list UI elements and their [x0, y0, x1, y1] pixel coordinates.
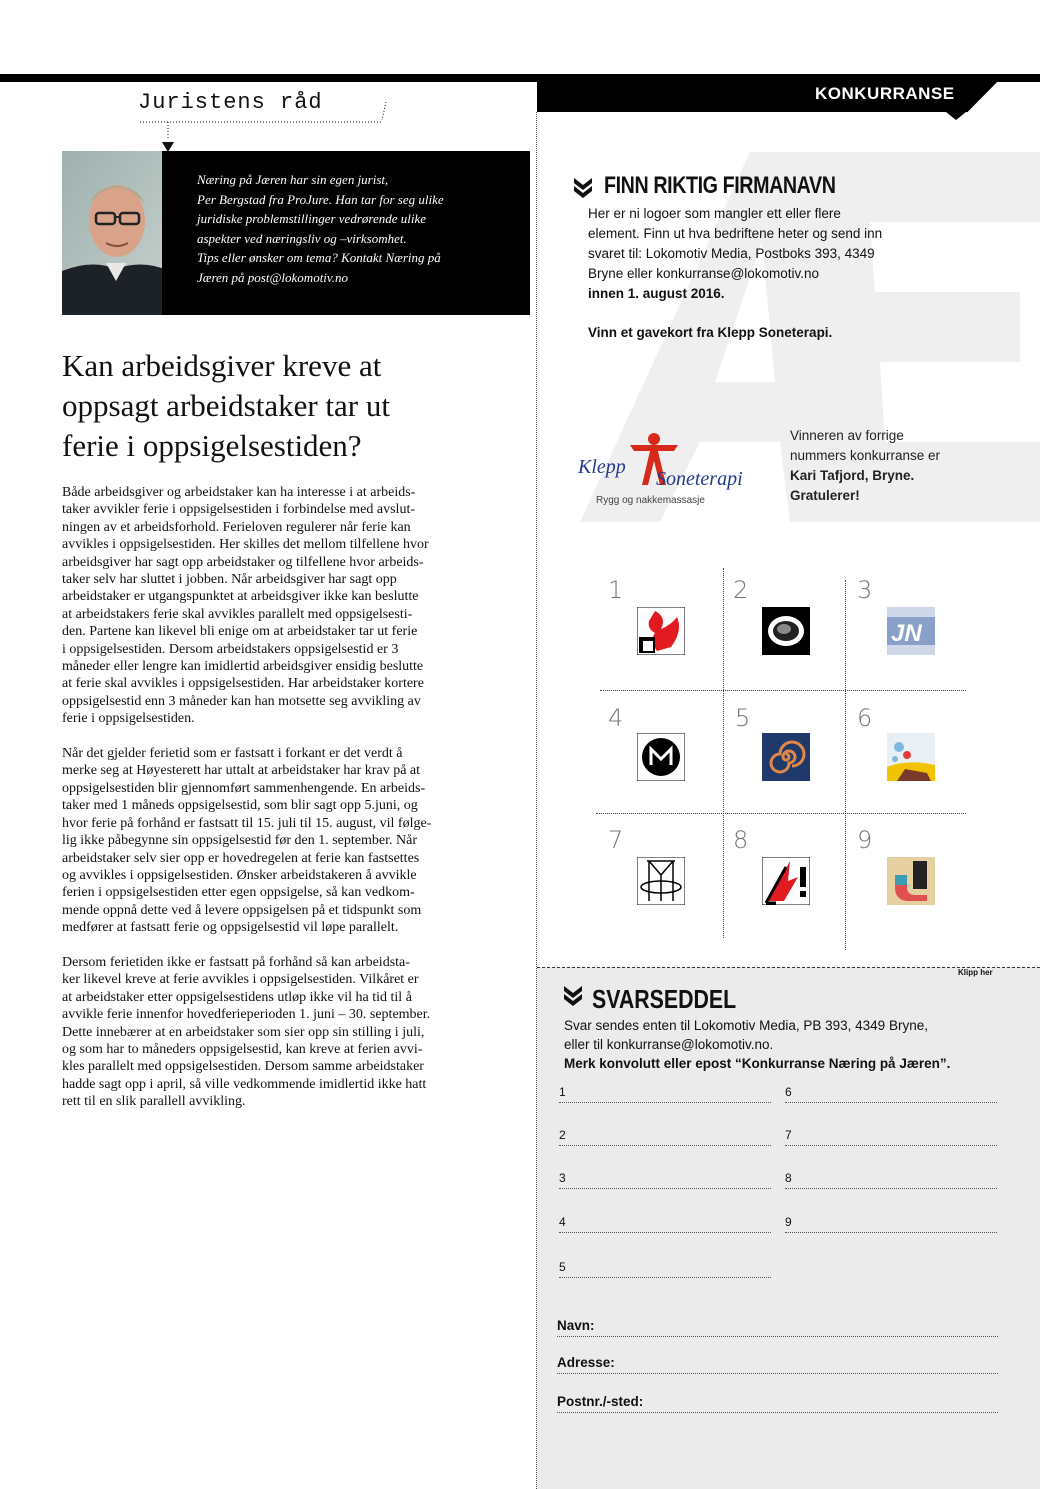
logo-number: 2 [733, 576, 749, 604]
reply-instructions [564, 1016, 1004, 1073]
headline-line: ferie i oppsigelsestiden? [62, 428, 362, 463]
answer-line-8[interactable]: 8 [785, 1171, 997, 1189]
grid-divider [596, 813, 966, 814]
address-field[interactable]: Adresse: [557, 1355, 998, 1374]
postal-field[interactable]: Postnr./-sted: [557, 1394, 998, 1413]
intro-line: aspekter ved næringsliv og –virksomhet. [197, 230, 407, 246]
article-line: avvikles i oppsigelsestiden. Her skilles det mellom tilfellene hvor [62, 537, 429, 553]
contest-line: element. Finn ut hva bedriftene heter og send inn [588, 226, 883, 241]
intro-line: Tips eller ønsker om tema? Kontakt Næring på [197, 250, 441, 265]
article-paragraph [62, 484, 496, 728]
logo-number: 6 [857, 704, 873, 732]
article-line: Dette innebærer at en arbeidstaker som sier opp sin stilling i juli, [62, 1024, 425, 1040]
article-line: at arbeidstakers ferie skal avvikles parallelt med oppsigelsesti- [62, 606, 413, 622]
contest-deadline: innen 1. august 2016. [588, 286, 725, 301]
name-field[interactable]: Navn: [557, 1318, 998, 1337]
m-circle-logo-icon [637, 733, 685, 781]
cut-label: Klipp her [958, 968, 993, 977]
previous-winner [790, 426, 990, 506]
contest-line: Her er ni logoer som mangler ett eller flere [588, 206, 841, 221]
winner-line: Vinneren av forrige [790, 428, 904, 443]
logo-number: 9 [857, 826, 873, 854]
reply-title: SVARSEDDEL [592, 984, 737, 1014]
article-line: at arbeidstaker etter oppsigelsestidens utløp ikke vil ha tid til å [62, 989, 412, 1005]
intro-line: juridiske problemstillinger vedrørende ulike [197, 211, 427, 226]
jn-letters-logo-icon [887, 607, 935, 655]
logo-number: 5 [735, 704, 751, 732]
article-line: taker avvikler ferie i oppsigelsestiden i forbindelse med avslut- [62, 502, 416, 518]
contest-line: svaret til: Lokomotiv Media, Postboks 393, 4349 [588, 246, 875, 261]
article-headline [62, 346, 522, 466]
article-line: avvikle ferie innenfor hovedferieperioden 1. juni – 30. september. [62, 1007, 431, 1023]
article-line: ker likevel kreve at ferie avvikles i oppsigelsestiden. Vilkåret er [62, 972, 419, 988]
article-line: merke seg at Høyesterett har uttalt at arbeidstaker har krav på at [62, 763, 421, 779]
article-line: taker selv har sluttet i jobben. Når arbeidsgiver har sagt opp [62, 572, 397, 588]
answer-line-1[interactable]: 1 [559, 1085, 771, 1103]
article-body [62, 484, 496, 1128]
article-line: oppsigelsestid enn 3 måneder kan han motsette seg avvikling av [62, 693, 421, 709]
answer-line-2[interactable]: 2 [559, 1128, 771, 1146]
winner-congrats: Gratulerer! [790, 488, 860, 503]
jn-text: JN [891, 620, 922, 647]
grid-divider [723, 568, 724, 938]
reply-line: Svar sendes enten til Lokomotiv Media, PB 393, 4349 Bryne, [564, 1018, 928, 1033]
article-line: lig ikke påbegynne sin oppsigelsestid før den 1. september. Når [62, 833, 417, 849]
grid-divider [845, 580, 846, 950]
article-line: arbeidstaker er utgangspunktet at arbeidsgiver ikke kan beslutte [62, 589, 419, 605]
article-line: Både arbeidsgiver og arbeidstaker kan ha interesse i at arbeids- [62, 485, 416, 500]
winner-name: Kari Tafjord, Bryne. [790, 468, 915, 483]
article-line: hvor ferie på forhånd er fastsatt til 15. juli til 15. august, vil følge- [62, 815, 432, 831]
sponsor-tagline: Rygg og nakkemassasje [596, 495, 705, 506]
grid-divider [600, 690, 966, 691]
contest-prize: Vinn et gavekort fra Klepp Soneterapi. [588, 325, 833, 340]
article-line: ferien i oppsigelsestiden etter egen oppsigelse, så kan vedkom- [62, 885, 415, 901]
headline-line: oppsagt arbeidstaker tar ut [62, 388, 390, 423]
article-paragraph [62, 745, 496, 936]
article-line: ningen av et arbeidsforhold. Ferieloven regulerer når ferie kan [62, 519, 411, 535]
m-globe-logo-icon [637, 857, 685, 905]
winner-line: nummers konkurranse er [790, 448, 941, 463]
article-line: taker med 1 måneds oppsigelsestid, som blir sagt opp 5.juni, og [62, 798, 418, 814]
article-line: måneder eller lengre kan imidlertid arbeidsgiver ensidig beslutte [62, 659, 424, 675]
title-callout-lines [138, 90, 398, 160]
reply-line: eller til konkurranse@lokomotiv.no. [564, 1037, 774, 1052]
logo-number: 8 [733, 826, 749, 854]
blocks-logo-icon [887, 857, 935, 905]
article-line: i oppsigelsestiden. Dersom arbeidstakers oppsigelsestid er 3 [62, 641, 399, 657]
headline-line: Kan arbeidsgiver kreve at [62, 348, 382, 383]
author-portrait [62, 151, 170, 315]
contest-title: FINN RIKTIG FIRMANAVN [604, 172, 836, 199]
article-line: Dersom ferietiden ikke er fastsatt på forhånd så kan arbeidsta- [62, 954, 410, 970]
article-line: og som har to måneders oppsigelsestid, kan kreve at ferien avvi- [62, 1041, 423, 1057]
article-line: arbeidstaker selv sier opp er hovedregelen at ferie kan fastsettes [62, 850, 420, 866]
logo-number: 1 [608, 576, 624, 604]
answer-line-7[interactable]: 7 [785, 1128, 997, 1146]
article-line: medfører at fastsatt ferie og oppsigelsestid vil løpe parallelt. [62, 920, 399, 936]
double-chevron-icon [572, 176, 594, 198]
section-label: KONKURRANSE [815, 84, 955, 103]
article-line: den. Partene kan likevel bli enige om at arbeidstaker tar ut ferie [62, 624, 418, 640]
orange-spiral-logo-icon [762, 733, 810, 781]
contest-line: Bryne eller konkurranse@lokomotiv.no [588, 266, 820, 281]
logo-number: 7 [608, 826, 624, 854]
article-line: hadde sagt opp i april, så ville vedkommende imidlertid ikke hatt [62, 1076, 427, 1092]
article-line: rett til en slik parallell avvikling. [62, 1094, 246, 1110]
red-bolt-logo-icon [762, 857, 810, 905]
article-line: mende oppnå dette ved å levere oppsigelsen på et tidspunkt som [62, 902, 422, 918]
black-ring-logo-icon [762, 607, 810, 655]
sponsor-name-right: Soneterapi [656, 468, 743, 490]
article-paragraph [62, 954, 496, 1111]
logo-number: 3 [857, 576, 873, 604]
article-line: oppsigelsestiden blir gjennomført sammenhengende. En arbeids- [62, 780, 426, 796]
intro-text [197, 170, 517, 287]
sponsor-name-left: Klepp [578, 456, 626, 478]
answer-line-3[interactable]: 3 [559, 1171, 771, 1189]
intro-line: Jæren på post@lokomotiv.no [197, 269, 348, 285]
reply-line: Merk konvolutt eller epost “Konkurranse Næring på Jæren”. [564, 1056, 951, 1071]
dots-landscape-logo-icon [887, 733, 935, 781]
red-flame-logo-icon [637, 607, 685, 655]
article-line: arbeidsgiver har sagt opp arbeidstaker og tilfellene hvor arbeids- [62, 554, 424, 570]
answer-line-4[interactable]: 4 [559, 1215, 771, 1233]
answer-line-9[interactable]: 9 [785, 1215, 997, 1233]
answer-line-5[interactable]: 5 [559, 1260, 771, 1278]
sponsor-logo [570, 425, 770, 515]
article-line: kles parallelt med oppsigelsestiden. Dersom samme arbeidstaker [62, 1059, 424, 1075]
logo-number: 4 [608, 704, 624, 732]
intro-line: Per Bergstad fra ProJure. Han tar for seg ulike [197, 191, 444, 207]
article-line: og avvikles i oppsigelsestiden. Ønsker arbeidstakeren å avvikle [62, 867, 417, 883]
contest-instructions [588, 204, 948, 304]
article-line: ferie i oppsigelsestiden. [62, 711, 195, 727]
article-line: Når det gjelder ferietid som er fastsatt i forkant er det verdt å [62, 746, 403, 762]
column-title: Juristens råd [138, 90, 323, 115]
intro-line: Næring på Jæren har sin egen jurist, [197, 172, 389, 187]
double-chevron-icon [562, 984, 584, 1006]
answer-line-6[interactable]: 6 [785, 1085, 997, 1103]
article-line: at ferie skal avvikles i oppsigelsestiden. Har arbeidstaker kortere [62, 676, 424, 692]
